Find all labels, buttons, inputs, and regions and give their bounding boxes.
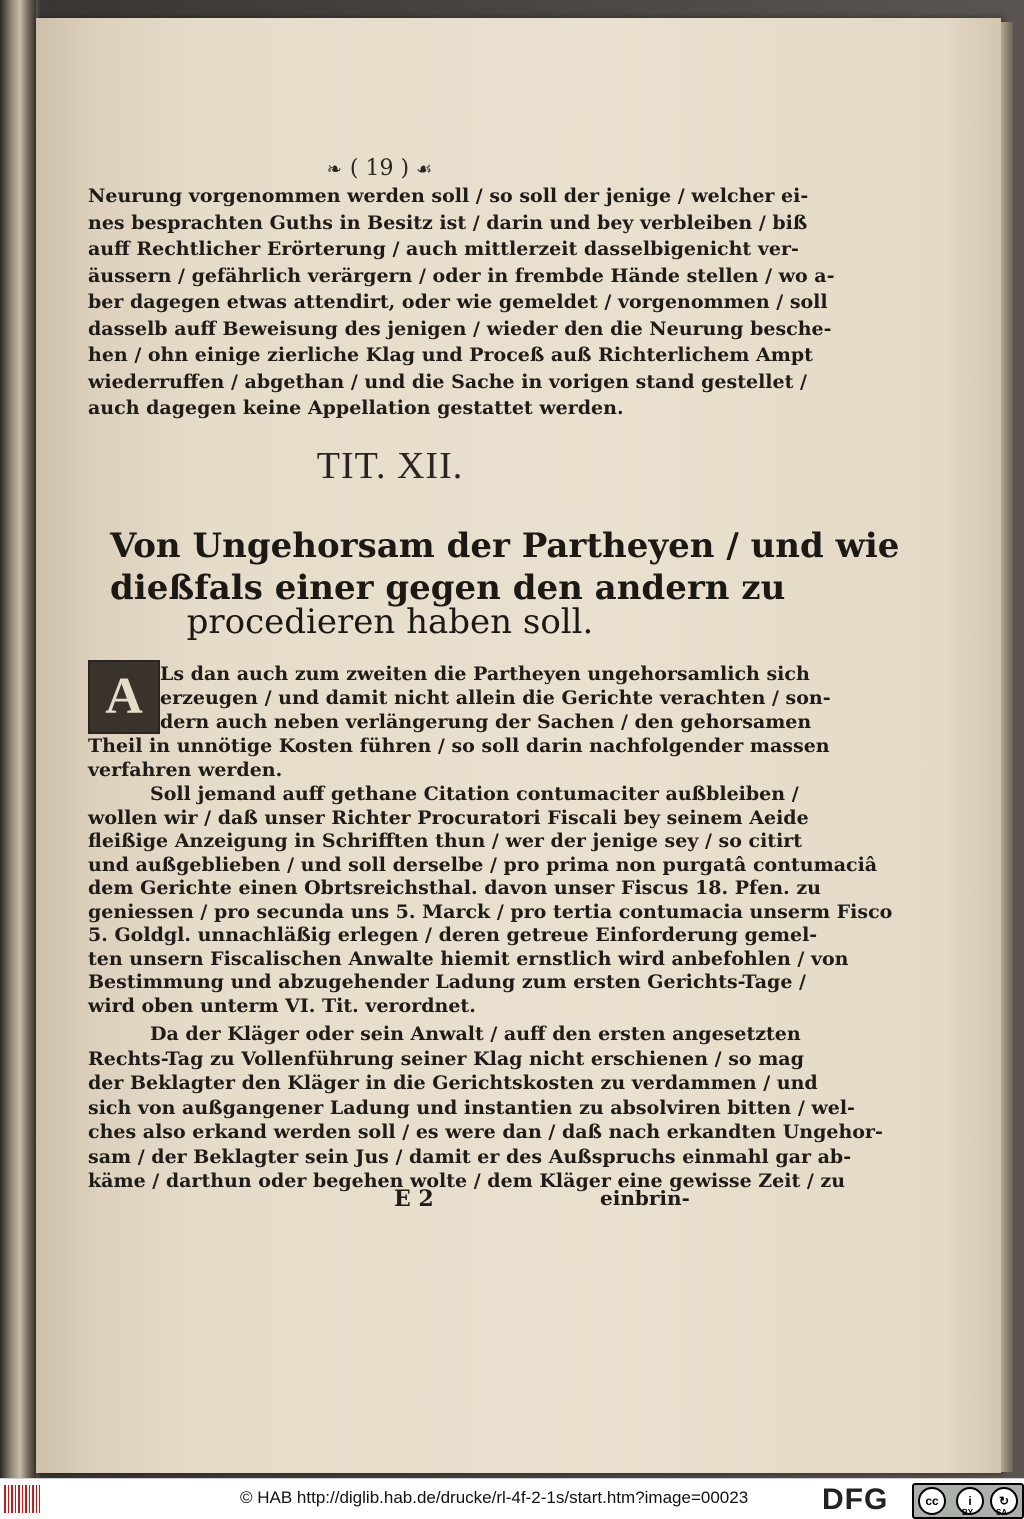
text-line: Rechts-Tag zu Vollenführung seiner Klag nicht erschienen / so mag bbox=[88, 1047, 804, 1070]
text-line: verfahren werden. bbox=[88, 759, 283, 781]
text-line: wollen wir / daß unser Richter Procuratori Fiscali bey seinem Aeide bbox=[88, 806, 809, 829]
text-line: geniessen / pro secunda uns 5. Marck / pro tertia contumacia unserm Fisco bbox=[88, 900, 893, 923]
text-line: käme / darthun oder begehen wolte / dem Kläger eine gewisse Zeit / zu bbox=[88, 1170, 846, 1192]
section-title: TIT. XII. bbox=[316, 445, 464, 487]
sa-label: SA bbox=[996, 1508, 1008, 1517]
page-edge bbox=[1001, 22, 1013, 1472]
book-spine bbox=[0, 0, 36, 1478]
text-line: dem Gerichte einen Obrtsreichsthal. davon unser Fiscus 18. Pfen. zu bbox=[88, 877, 821, 899]
by-icon: i bbox=[956, 1487, 984, 1515]
text-line: 5. Goldgl. unnachläßig erlegen / deren getreue Einforderung gemel- bbox=[88, 924, 818, 946]
page-number bbox=[310, 156, 450, 181]
text-line: ches also erkand werden soll / es were dan / daß nach erkandten Ungehor- bbox=[88, 1121, 883, 1143]
text-line: Neurung vorgenommen werden soll / so soll der jenige / welcher ei- bbox=[88, 185, 809, 207]
text-line: auch dagegen keine Appellation gestattet werden. bbox=[88, 397, 624, 419]
copyright-link[interactable]: © HAB http://diglib.hab.de/drucke/rl-4f-2-1s/start.htm?image=00023 bbox=[240, 1488, 749, 1507]
text-line: wiederruffen / abgethan / und die Sache in vorigen stand gestellet / bbox=[88, 370, 807, 393]
text-line: hen / ohn einige zierliche Klag und Proceß auß Richterlichem Ampt bbox=[88, 344, 813, 366]
text-line: fleißige Anzeigung in Schrifften thun / wer der jenige sey / so citirt bbox=[88, 830, 803, 852]
text-line: erzeugen / und damit nicht allein die Gerichte verachten / son- bbox=[160, 687, 831, 709]
page-number-text: ( 19 ) bbox=[349, 156, 410, 181]
text-line: Ls dan auch zum zweiten die Partheyen ungehorsamlich sich bbox=[160, 663, 810, 685]
footer-bar bbox=[0, 1478, 1024, 1519]
dfg-logo[interactable]: DFG bbox=[822, 1483, 889, 1516]
text-line: und außgeblieben / und soll derselbe / pro prima non purgatâ contumaciâ bbox=[88, 853, 878, 876]
text-line: sich von außgangener Ladung und instantien zu absolviren bitten / wel- bbox=[88, 1096, 855, 1119]
ornament-left-icon: ❧ bbox=[326, 159, 343, 180]
text-line: äussern / gefährlich verärgern / oder in frembde Hände stellen / wo a- bbox=[88, 264, 835, 287]
text-line: Bestimmung und abzugehender Ladung zum ersten Gerichts-Tage / bbox=[88, 971, 806, 993]
cc-icon: cc bbox=[918, 1487, 946, 1515]
decorated-initial: A bbox=[88, 660, 160, 734]
text-line: dern auch neben verlängerung der Sachen / den gehorsamen bbox=[160, 711, 812, 733]
text-line: Theil in unnötige Kosten führen / so soll darin nachfolgender massen bbox=[88, 735, 830, 757]
heading-line: Von Ungehorsam der Partheyen / und wie bbox=[110, 526, 900, 566]
sa-icon: ↻ bbox=[990, 1487, 1018, 1515]
text-line: sam / der Beklagter sein Jus / damit er des Außspruchs einmahl gar ab- bbox=[88, 1145, 852, 1168]
text-line: nes besprachten Guths in Besitz ist / darin und bey verbleiben / biß bbox=[88, 211, 808, 234]
barcode-icon bbox=[4, 1485, 40, 1513]
text-line: der Beklagter den Kläger in die Gerichtskosten zu verdammen / und bbox=[88, 1072, 818, 1094]
heading-line: procedieren haben soll. bbox=[186, 602, 594, 642]
ornament-right-icon: ☙ bbox=[416, 159, 434, 180]
text-line: dasselb auff Beweisung des jenigen / wieder den die Neurung besche- bbox=[88, 317, 832, 340]
heading-line: dießfals einer gegen den andern zu bbox=[110, 568, 786, 608]
cc-license-badge[interactable] bbox=[912, 1483, 1024, 1519]
catchword: einbrin- bbox=[600, 1186, 690, 1210]
text-line: Da der Kläger oder sein Anwalt / auff den ersten angesetzten bbox=[150, 1023, 801, 1045]
text-line: ten unsern Fiscalischen Anwalte hiemit ernstlich wird anbefohlen / von bbox=[88, 947, 849, 970]
text-line: Soll jemand auff gethane Citation contumaciter außbleiben / bbox=[150, 783, 799, 805]
text-line: ber dagegen etwas attendirt, oder wie gemeldet / vorgenommen / soll bbox=[88, 291, 828, 313]
by-label: BY bbox=[962, 1508, 974, 1517]
text-line: wird oben unterm VI. Tit. verordnet. bbox=[88, 994, 476, 1017]
text-line: auff Rechtlicher Erörterung / auch mittlerzeit dasselbigenicht ver- bbox=[88, 238, 799, 260]
signature-mark: E 2 bbox=[394, 1186, 434, 1212]
